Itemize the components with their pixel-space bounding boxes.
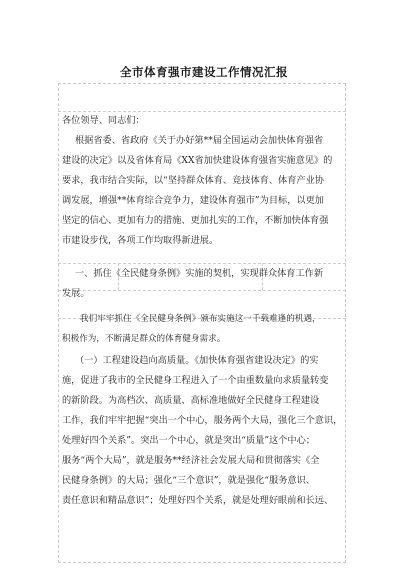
paragraph-line: 施，促进了我市的全民健身工程进入了一个由重数量向求质量转变 — [62, 375, 329, 386]
divider-line — [58, 111, 346, 112]
paragraph-line: 建设的决定》以及省体育局《XX省加快建设体育强省实施意见》的 — [62, 155, 333, 166]
salutation: 各位领导、同志们： — [62, 115, 145, 126]
document-title: 全市体育强市建设工作情况汇报 — [120, 65, 288, 79]
paragraph-line: 处理好四个关系”。突出一个中心，就是突出“质量”这个中心； — [62, 435, 315, 446]
paragraph-line: 民健身条例》的大局；强化“三个意识”，就是强化“服务意识、 — [62, 475, 315, 486]
paragraph-line: 调发展，增强**体育综合竞争力，建设体育强市”为目标，以更加 — [62, 195, 324, 206]
subsection-heading: （一）工程建设趋向高质量。《加快体育强省建设决定》的实 — [75, 355, 319, 366]
paragraph-line: 根据省委、省政府《关于办好第**届全国运动会加快体育强省 — [75, 135, 324, 146]
paragraph-line: 服务“两个大局”，就是服务**经济社会发展大局和贯彻落实《全 — [62, 455, 320, 466]
section-heading: 一、抓住《全民健身条例》实施的契机，实现群众体育工作新 — [75, 268, 324, 279]
paragraph-line: 市建设步伐，各项工作均取得新进展。 — [62, 235, 219, 246]
paragraph-line: 工作，我们牢牢把握“突出一个中心，服务两个大局，强化三个意识， — [62, 415, 343, 426]
paragraph-line: 坚定的信心、更加有力的措施、更加扎实的工作，不断加快体育强 — [62, 215, 329, 226]
paragraph-line: 的新阶段。为高档次、高质量、高标准地做好全民健身工程建设 — [62, 395, 320, 406]
divider-line — [58, 263, 346, 264]
paragraph-line: 积极作为，不断满足群众的体育健身需求。 — [62, 334, 226, 344]
divider-line — [58, 290, 346, 291]
paragraph-line: 我们牢牢抓住《全民健身条例》颁布实施这一千载难逢的机遇， — [80, 314, 321, 324]
section-heading: 发展。 — [62, 288, 90, 299]
paragraph-line: 要求，我市结合实际，以“坚持群众体育、竞技体育、体育产业协 — [62, 175, 324, 186]
paragraph-line: 责任意识和精品意识”；处理好四个关系，就是处理好眼前和长远、 — [62, 495, 334, 506]
